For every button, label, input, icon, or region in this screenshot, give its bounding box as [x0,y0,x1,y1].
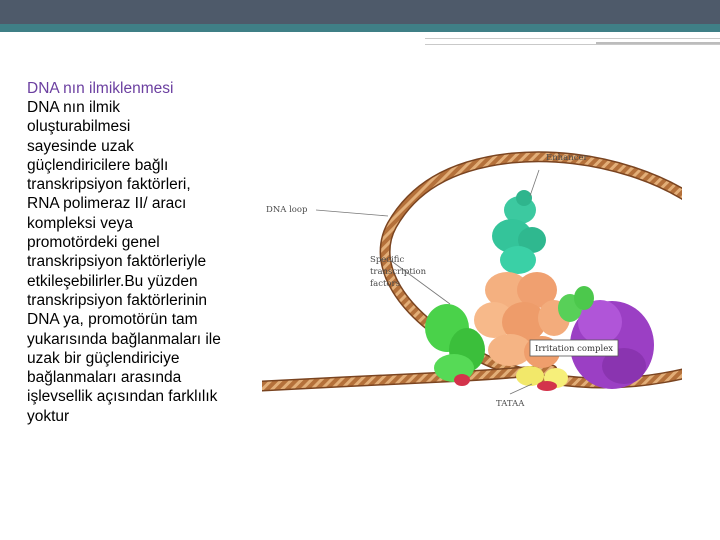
body-line: uzak bir güçlendiriciye [27,349,180,367]
body-line: transkripsiyon faktörlerinin [27,291,208,309]
body-line: sayesinde uzak [27,137,134,155]
header-rule-line [425,44,720,45]
leader-line [316,210,388,216]
body-line: DNA ya, promotörün tam [27,311,198,329]
body-line: promotördeki genel [27,234,160,252]
specific-tf-label: transcription [370,267,427,277]
body-line: transkripsiyon faktörleriyle [27,253,207,271]
header-bar [0,0,720,24]
body-line: transkripsiyon faktörleri, [27,176,191,194]
body-line: bağlanmaları arasında [27,369,182,387]
leader-line [530,170,539,196]
body-line: kompleksi veya [27,214,133,232]
body-line: DNA nın ilmik [27,99,121,116]
dna-loop-label: DNA loop [266,205,308,215]
specific-tf-label: factors [370,279,400,289]
body-line: oluşturabilmesi [27,118,131,136]
leader-line [510,384,532,394]
slide-title: DNA nın ilmiklenmesi [27,80,174,97]
specific-tf-label: Specific [370,255,405,265]
body-line: işlevsellik açısından farklılık [27,388,218,406]
enhancer-label: Enhancer [546,153,588,163]
initiation-complex-label: Irritation complex [535,344,614,354]
enhancer-protein [492,190,546,274]
body-line: güçlendiricilere bağlı [27,156,169,174]
header-accent-bar [0,24,720,32]
body-line: yoktur [27,407,70,425]
header-rule-line [596,42,720,44]
dna-loop-diagram [262,140,682,440]
body-line: etkileşebilirler.Bu yüzden [27,272,198,290]
header-rule-line [425,38,720,39]
body-line: RNA polimeraz II/ aracı [27,195,187,213]
slide-body [27,98,262,426]
tataa-label: TATAA [496,399,525,409]
body-line: yukarısında bağlanmaları ile [27,330,221,348]
